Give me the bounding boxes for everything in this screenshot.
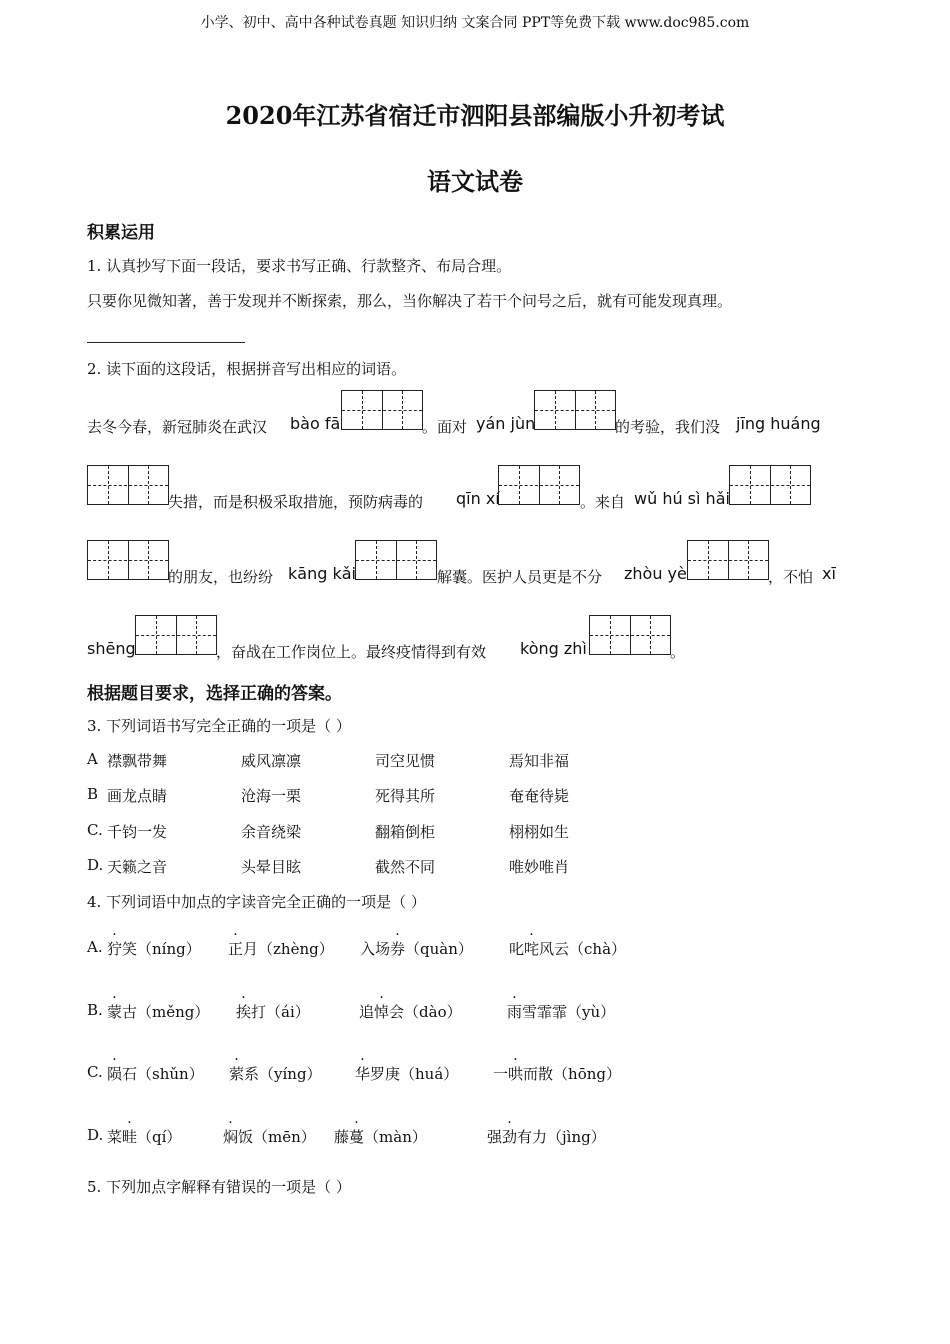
option-word: 千钧一发 [107, 823, 168, 841]
pron-text: 罗庚（huá） [370, 1065, 459, 1083]
dotted-char: 陨 [107, 1065, 123, 1083]
option-label[interactable]: D. [87, 1126, 104, 1144]
tianzi-box[interactable] [687, 540, 769, 580]
pron-text: 古（měng） [122, 1003, 210, 1021]
pron-text: 菜 [107, 1128, 123, 1146]
question-5-prompt: 5. 下列加点字解释有错误的一项是（ ） [87, 1178, 351, 1196]
q2-text: 。面对 [422, 418, 468, 436]
option-word: 余音绕梁 [241, 823, 302, 841]
pron-text: 笑（níng） [122, 940, 201, 958]
q2-text: 。来自 [580, 493, 626, 511]
option-label[interactable]: A [87, 750, 98, 768]
dotted-char: 狞 [107, 940, 123, 958]
pron-item [507, 1001, 615, 1022]
pinyin-label: jīng huáng [736, 414, 821, 433]
q2-text: 的考验，我们没 [615, 418, 721, 436]
pron-text: 系（yíng） [244, 1065, 322, 1083]
pron-item [487, 1126, 606, 1147]
option-word: 司空见惯 [375, 752, 436, 770]
pron-text: 强 [487, 1128, 503, 1146]
question-4-prompt: 4. 下列词语中加点的字读音完全正确的一项是（ ） [87, 893, 426, 911]
dotted-char: 畦 [122, 1128, 138, 1146]
dotted-char: 咤 [524, 940, 540, 958]
dotted-char: 挨 [236, 1003, 252, 1021]
option-word: 奄奄待毙 [509, 787, 570, 805]
option-word: 襟飘带舞 [107, 752, 168, 770]
pron-item [107, 1063, 204, 1084]
q2-text: ，奋战在工作岗位上。最终疫情得到有效 [216, 643, 487, 661]
pinyin-label: shēng [87, 639, 136, 658]
page-header: 小学、初中、高中各种试卷真题 知识归纳 文案合同 PPT等免费下载 www.doc985.com [200, 15, 750, 31]
pron-item [334, 1126, 427, 1147]
pron-item [359, 1001, 462, 1022]
option-word: 沧海一栗 [241, 787, 302, 805]
option-word: 死得其所 [375, 787, 436, 805]
pinyin-label: wǔ hú sì hǎi [634, 489, 730, 508]
q2-text: 。 [670, 643, 686, 661]
option-label[interactable]: B [87, 785, 99, 803]
exam-title: 2020年江苏省宿迁市泗阳县部编版小升初考试 [225, 101, 725, 130]
question-1-prompt: 1. 认真抄写下面一段话，要求书写正确、行款整齐、布局合理。 [87, 257, 512, 275]
dotted-char: 萦 [229, 1065, 245, 1083]
answer-line[interactable] [87, 342, 245, 343]
pinyin-label: xī [822, 564, 836, 583]
pron-item [107, 938, 201, 959]
pinyin-label: kāng kǎi [288, 564, 356, 583]
pron-item [493, 1063, 621, 1084]
pron-text: 叱 [509, 940, 525, 958]
tianzi-box[interactable] [589, 615, 671, 655]
tianzi-box[interactable] [534, 390, 616, 430]
pron-text: 风云（chà） [539, 940, 627, 958]
tianzi-box[interactable] [87, 465, 169, 505]
tianzi-box[interactable] [355, 540, 437, 580]
pron-text: 打（ái） [251, 1003, 310, 1021]
tianzi-box[interactable] [498, 465, 580, 505]
option-word: 翻箱倒柜 [375, 823, 436, 841]
pron-text: 雪霏霏（yù） [522, 1003, 616, 1021]
pron-item [236, 1001, 310, 1022]
pron-item [228, 938, 334, 959]
option-label[interactable]: D. [87, 856, 104, 874]
q2-text: 解囊。医护人员更是不分 [437, 568, 603, 586]
dotted-char: 正 [228, 940, 244, 958]
question-1-text: 只要你见微知著，善于发现并不断探索，那么，当你解决了若干个问号之后，就有可能发现真理。 [87, 292, 733, 310]
option-word: 栩栩如生 [509, 823, 570, 841]
option-label[interactable]: C. [87, 1063, 103, 1081]
pron-text: 入场 [360, 940, 391, 958]
dotted-char: 蒙 [107, 1003, 123, 1021]
question-3-prompt: 3. 下列词语书写完全正确的一项是（ ） [87, 717, 351, 735]
q2-text: 去冬今春，新冠肺炎在武汉 [87, 418, 268, 436]
pron-text: （màn） [364, 1128, 427, 1146]
option-label[interactable]: A. [87, 938, 103, 956]
pron-text: 藤 [334, 1128, 350, 1146]
q2-text: 的朋友，也纷纷 [168, 568, 274, 586]
dotted-char: 劲 [502, 1128, 518, 1146]
pron-item [360, 938, 473, 959]
question-2-prompt: 2. 读下面的这段话，根据拼音写出相应的词语。 [87, 360, 407, 378]
option-word: 天籁之音 [107, 858, 168, 876]
dotted-char: 哄 [508, 1065, 524, 1083]
pinyin-label: kòng zhì [520, 639, 587, 658]
option-word: 唯妙唯肖 [509, 858, 570, 876]
section-heading-choice: 根据题目要求，选择正确的答案。 [87, 684, 342, 704]
pinyin-label: yán jùn [476, 414, 536, 433]
pron-item [107, 1126, 181, 1147]
option-label[interactable]: B. [87, 1001, 103, 1019]
option-word: 头晕目眩 [241, 858, 302, 876]
q2-text: ，不怕 [768, 568, 814, 586]
option-label[interactable]: C. [87, 821, 103, 839]
exam-subtitle: 语文试卷 [427, 167, 523, 196]
pron-text: 有力（jìng） [517, 1128, 606, 1146]
section-heading-accumulation: 积累运用 [87, 223, 155, 243]
tianzi-box[interactable] [729, 465, 811, 505]
dotted-char: 华 [355, 1065, 371, 1083]
q2-text: 失措，而是积极采取措施，预防病毒的 [168, 493, 424, 511]
dotted-char: 焖 [223, 1128, 239, 1146]
tianzi-box[interactable] [87, 540, 169, 580]
tianzi-box[interactable] [341, 390, 423, 430]
option-word: 威风凛凛 [241, 752, 302, 770]
pron-text: 而散（hōng） [523, 1065, 621, 1083]
pinyin-label: bào fā [290, 414, 341, 433]
pron-item [355, 1063, 458, 1084]
pron-text: （quàn） [405, 940, 473, 958]
pron-text: 一 [493, 1065, 509, 1083]
pron-item [223, 1126, 316, 1147]
option-word: 画龙点睛 [107, 787, 168, 805]
dotted-char: 券 [390, 940, 406, 958]
pron-item [229, 1063, 322, 1084]
pron-text: 饭（mēn） [238, 1128, 316, 1146]
pinyin-label: qīn xí [456, 489, 500, 508]
pron-item [509, 938, 626, 959]
pron-text: 石（shǔn） [122, 1065, 204, 1083]
dotted-char: 雨 [507, 1003, 523, 1021]
pron-text: 会（dào） [389, 1003, 462, 1021]
pron-item [107, 1001, 209, 1022]
option-word: 焉知非福 [509, 752, 570, 770]
pinyin-label: zhòu yè [624, 564, 687, 583]
dotted-char: 蔓 [349, 1128, 365, 1146]
pron-text: （qí） [137, 1128, 182, 1146]
pron-text: 追 [359, 1003, 375, 1021]
dotted-char: 悼 [374, 1003, 390, 1021]
option-word: 截然不同 [375, 858, 436, 876]
pron-text: 月（zhèng） [243, 940, 334, 958]
tianzi-box[interactable] [135, 615, 217, 655]
